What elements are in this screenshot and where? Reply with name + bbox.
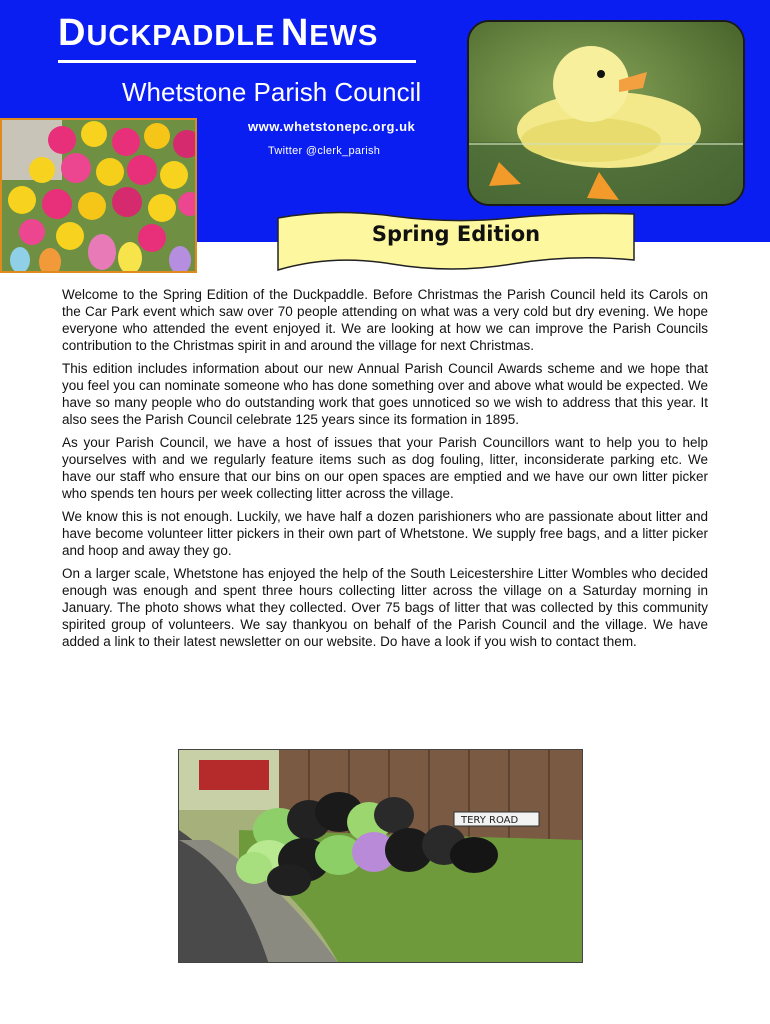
website-link[interactable]: www.whetstonepc.org.uk	[248, 119, 416, 134]
flowers-photo	[0, 118, 197, 273]
article-paragraph: On a larger scale, Whetstone has enjoyed the help of the South Leicestershire Litter Wombles who decided enough was enough and spent three hours collecting litter across the village on a Saturday morning in January. The photo shows what they collected. Over 75 bags of litter that was collected by this community spirited group of volunteers. We say thankyou on behalf of the Parish Council and the village. We have added a link to their latest newsletter on our website. Do have a look if you wish to contact them.	[62, 566, 708, 649]
litter-bags-photo	[178, 749, 583, 963]
article-paragraph: As your Parish Council, we have a host of issues that your Parish Councillors want to help you to help yourselves with and we regularly feature items such as dog fouling, litter, inconsiderate parking etc. We have our staff who ensure that our bins on our open spaces are emptied and we have our own litter picker who spends ten hours per week collecting litter across the village.	[62, 435, 708, 501]
street-sign-text: TERY ROAD	[461, 815, 519, 826]
article-paragraph: Welcome to the Spring Edition of the Duckpaddle. Before Christmas the Parish Council held its Carols on the Car Park event which saw over 70 people attending on what was a very cold but dry evening. We hope everyone who attended the event enjoyed it. We are looking at how we can improve the Parish Councils contribution to the Christmas spirit in and around the village for next Christmas.	[62, 287, 708, 353]
council-name: Whetstone Parish Council	[122, 77, 422, 107]
twitter-handle: Twitter @clerk_parish	[268, 145, 381, 157]
duckling-photo	[467, 20, 745, 206]
article-paragraph: This edition includes information about our new Annual Parish Council Awards scheme and we hope that you feel you can nominate someone who has done something over and above what would be expected. We have so many people who do outstanding work that goes unnoticed so we wish to address that this year. It also sees the Parish Council celebrate 125 years since its formation in 1895.	[62, 361, 708, 427]
spring-edition-title: Spring Edition	[371, 222, 541, 246]
article-body	[62, 286, 708, 656]
masthead-underline	[58, 60, 416, 63]
article-paragraph: We know this is not enough. Luckily, we have half a dozen parishioners who are passionate about litter and have become volunteer litter pickers in their own part of Whetstone. We supply free bags, and a litter picker and hoop and away they go.	[62, 509, 708, 558]
masthead-title: DUCKPADDLE NEWS	[58, 12, 379, 54]
